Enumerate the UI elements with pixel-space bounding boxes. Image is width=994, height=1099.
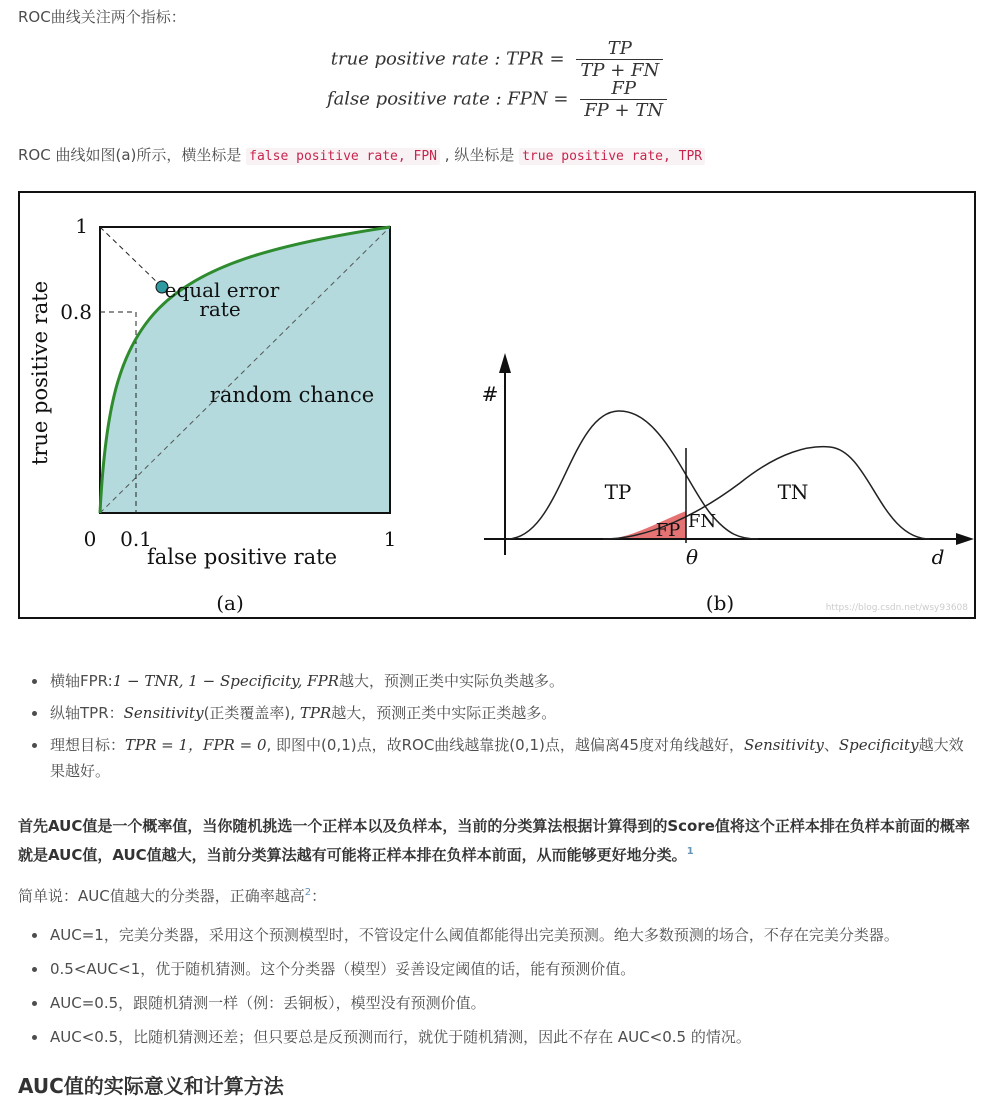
random-chance-label: random chance — [209, 383, 375, 407]
code-fpn: false positive rate, FPN — [246, 148, 440, 165]
tn-label: TN — [777, 480, 809, 504]
d-axis-arrow — [956, 533, 974, 545]
list-item: AUC=1，完美分类器，采用这个预测模型时，不管设定什么阈值都能得出完美预测。绝大多数预测的场合，不存在完美分类器。 — [18, 922, 978, 948]
fn-label: FN — [687, 511, 717, 532]
footnote-ref-1[interactable]: 1 — [686, 846, 694, 857]
formula-tpr — [0, 38, 994, 81]
formula-fpr-lhs: false positive rate : FPN = — [326, 88, 569, 110]
threshold-label: θ — [685, 545, 699, 569]
formula-fpr-num: FP — [611, 78, 636, 99]
tick-x-1: 1 — [383, 527, 397, 551]
simple-summary: 简单说：AUC值越大的分类器，正确率越高$^2$： — [18, 887, 327, 905]
caption-b: (b) — [705, 591, 735, 615]
list-item: AUC<0.5，比随机猜测还差；但只要总是反预测而行，就优于随机猜测，因此不存在 AUC<0.5 的情况。 — [18, 1024, 978, 1050]
code-tpr: true positive rate, TPR — [519, 148, 705, 165]
eer-label-line1: equal error — [164, 278, 280, 302]
eer-label-line2: rate — [199, 297, 241, 321]
list-item: AUC=0.5，跟随机猜测一样（例：丢铜板），模型没有预测价值。 — [18, 990, 978, 1016]
formula-tpr-lhs: true positive rate : TPR = — [330, 48, 565, 70]
figure-svg — [20, 193, 974, 617]
roc-ylabel: true positive rate — [28, 280, 52, 466]
auc-bullets — [18, 922, 978, 1050]
list-item: 纵轴TPR：Sensitivity(正类覆盖率), TPR越大，预测正类中实际正类越多。 — [18, 700, 978, 726]
tick-x-01: 0.1 — [120, 527, 152, 551]
next-section-heading: AUC值的实际意义和计算方法 — [18, 1074, 284, 1098]
roc-sentence — [18, 144, 705, 168]
roc-sentence-part1: ROC 曲线如图(a)所示，横坐标是 — [18, 146, 242, 164]
caption-a: (a) — [216, 591, 244, 615]
footnote-ref-2[interactable]: 2 — [304, 887, 312, 898]
list-item: 理想目标：TPR = 1，FPR = 0, 即图中(0,1)点，故ROC曲线越靠拢(0,1)点，越偏离45度对角线越好，Sensitivity、Specificity越大效果越好。 — [18, 732, 978, 784]
eer-diagonal — [100, 227, 162, 287]
tick-y-08: 0.8 — [60, 300, 92, 324]
formula-fpr — [0, 78, 994, 121]
list-item: 横轴FPR:1 − TNR, 1 − Specificity, FPR越大，预测正类中实际负类越多。 — [18, 668, 978, 694]
roc-figure — [18, 191, 976, 619]
axis-bullets — [18, 668, 978, 784]
positive-distribution — [507, 411, 758, 539]
formula-tpr-den: TP + FN — [576, 59, 663, 81]
count-axis-arrow — [499, 353, 511, 373]
roc-sentence-part2: , 纵坐标是 — [444, 146, 515, 164]
formula-fpr-den: FP + TN — [580, 99, 667, 121]
count-axis-label: # — [481, 382, 499, 406]
d-axis-label: d — [931, 545, 945, 569]
fp-label: FP — [655, 520, 681, 541]
tick-origin: 0 — [83, 527, 97, 551]
roc-xlabel: false positive rate — [146, 545, 338, 569]
auc-definition: 首先AUC值是一个概率值，当你随机挑选一个正样本以及负样本，当前的分类算法根据计算得到的Score值将这个正样本排在负样本前面的概率就是AUC值，AUC值越大，当前分类算法越有可能将正样本排在负样本前面，从而能够更好地分类。$^1$ — [18, 817, 970, 864]
formula-tpr-num: TP — [607, 38, 632, 59]
tick-y-1: 1 — [75, 214, 88, 238]
negative-distribution — [603, 447, 930, 539]
tp-label: TP — [604, 480, 632, 504]
intro-text: ROC曲线关注两个指标： — [18, 8, 186, 26]
watermark: https://blog.csdn.net/wsy93608 — [825, 603, 968, 613]
list-item: 0.5<AUC<1，优于随机猜测。这个分类器（模型）妥善设定阈值的话，能有预测价值。 — [18, 956, 978, 982]
